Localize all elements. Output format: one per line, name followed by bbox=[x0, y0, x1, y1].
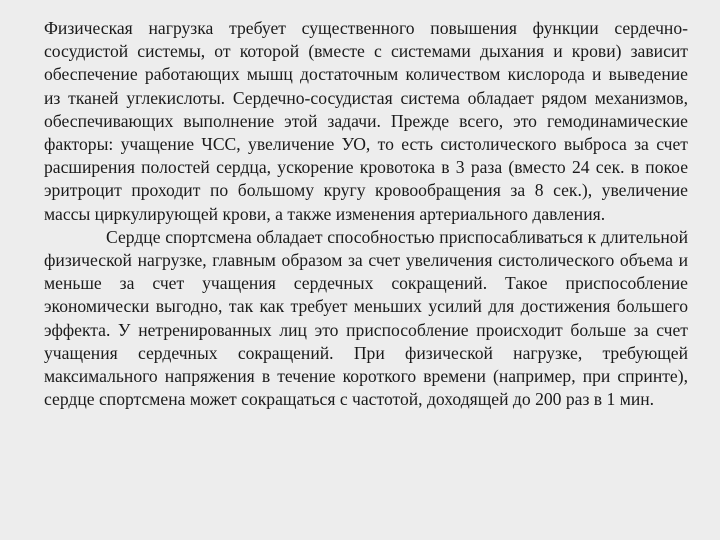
paragraph-athlete-heart: Сердце спортсмена обладает способностью приспосабливаться к длительной физической нагрузке, главным образом за счет увеличения систолического объема и меньше за счет учащения сердечных сокращений. Такое приспособление экономически выгодно, так как требует меньших усилий для достижения большего эффекта. У нетренированных лиц это приспособление происходит больше за счет учащения сердечных сокращений. При физической нагрузке, требующей максимального напряжения в течение короткого времени (например, при спринте), сердце спортсмена может сокращаться с частотой, доходящей до 200 раз в 1 мин. bbox=[44, 226, 688, 410]
text-body bbox=[44, 17, 688, 411]
paragraph-hemodynamics: Физическая нагрузка требует существенного повышения функции сердечно-сосудистой системы, от которой (вместе с системами дыхания и крови) зависит обеспечение работающих мышц достаточным количеством кислорода и выведение из тканей углекислоты. Сердечно-сосудистая система обладает рядом механизмов, обеспечивающих выполнение этой задачи. Прежде всего, это гемодинамические факторы: учащение ЧСС, увеличение УО, то есть систолического выброса за счет расширения полостей сердца, ускорение кровотока в 3 раза (вместо 24 сек. в покое эритроцит проходит по большому кругу кровообращения за 8 сек.), увеличение массы циркулирующей крови, а также изменения артериального давления. bbox=[44, 18, 688, 224]
